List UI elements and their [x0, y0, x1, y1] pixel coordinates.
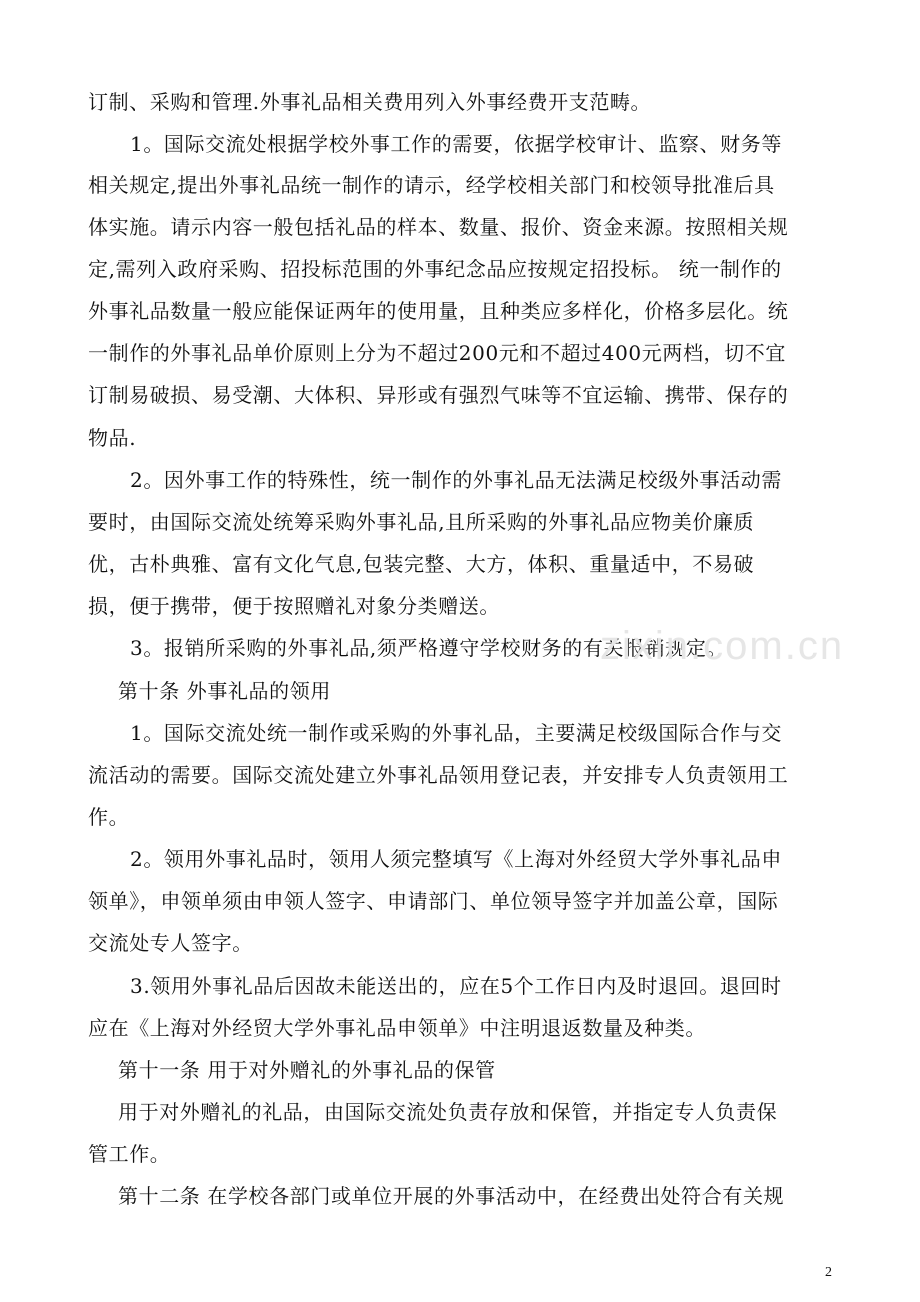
watermark: zixin.com.cn [600, 624, 845, 668]
text-line: 3。报销所采购的外事礼品,须严格遵守学校财务的有关报销规定。 [130, 636, 728, 660]
text-line: 管工作。 [88, 1142, 171, 1166]
text-line: 交流处专人签字。 [88, 931, 253, 955]
text-line: 体实施。请示内容一般包括礼品的样本、数量、报价、资金来源。按照相关规 [88, 215, 789, 239]
text-line: 订制、采购和管理.外事礼品相关费用列入外事经费开支范畴。 [88, 90, 652, 114]
section-heading: 第十一条 用于对外赠礼的外事礼品的保管 [118, 1058, 496, 1082]
text-line: 1。国际交流处根据学校外事工作的需要，依据学校审计、监察、财务等 [130, 132, 782, 156]
text-line: 1。国际交流处统一制作或采购的外事礼品，主要满足校级国际合作与交 [130, 721, 782, 745]
text-line: 3.领用外事礼品后因故未能送出的，应在5个工作日内及时退回。退回时 [130, 974, 782, 998]
section-heading: 第十二条 在学校各部门或单位开展的外事活动中，在经费出处符合有关规 [118, 1184, 785, 1208]
text-line: 用于对外赠礼的礼品，由国际交流处负责存放和保管，并指定专人负责保 [118, 1100, 778, 1124]
text-line: 流活动的需要。国际交流处建立外事礼品领用登记表，并安排专人负责领用工 [88, 763, 789, 787]
text-line: 订制易破损、易受潮、大体积、异形或有强烈气味等不宜运输、携带、保存的 [88, 383, 789, 407]
text-line: 2。领用外事礼品时，领用人须完整填写《上海对外经贸大学外事礼品申 [130, 847, 782, 871]
text-line: 要时，由国际交流处统筹采购外事礼品,且所采购的外事礼品应物美价廉质 [88, 510, 755, 534]
text-line: 损，便于携带，便于按照赠礼对象分类赠送。 [88, 594, 500, 618]
text-line: 定,需列入政府采购、招投标范围的外事纪念品应按规定招投标。 统一制作的 [88, 257, 782, 281]
section-heading: 第十条 外事礼品的领用 [118, 679, 331, 703]
page-number: 2 [825, 1265, 832, 1280]
text-line: 应在《上海对外经贸大学外事礼品申领单》中注明退返数量及种类。 [88, 1016, 706, 1040]
text-line: 优，古朴典雅、富有文化气息,包装完整、大方，体积、重量适中，不易破 [88, 552, 755, 576]
text-line: 一制作的外事礼品单价原则上分为不超过200元和不超过400元两档，切不宜 [88, 341, 786, 365]
text-line: 领单》，申领单须由申领人签字、申请部门、单位领导签字并加盖公章，国际 [88, 889, 779, 913]
text-line: 物品. [88, 426, 137, 450]
text-line: 2。因外事工作的特殊性，统一制作的外事礼品无法满足校级外事活动需 [130, 468, 782, 492]
text-line: 相关规定,提出外事礼品统一制作的请示，经学校相关部门和校领导批准后具 [88, 173, 775, 197]
text-line: 外事礼品数量一般应能保证两年的使用量，且种类应多样化，价格多层化。统 [88, 299, 789, 323]
text-line: 作。 [88, 805, 130, 829]
